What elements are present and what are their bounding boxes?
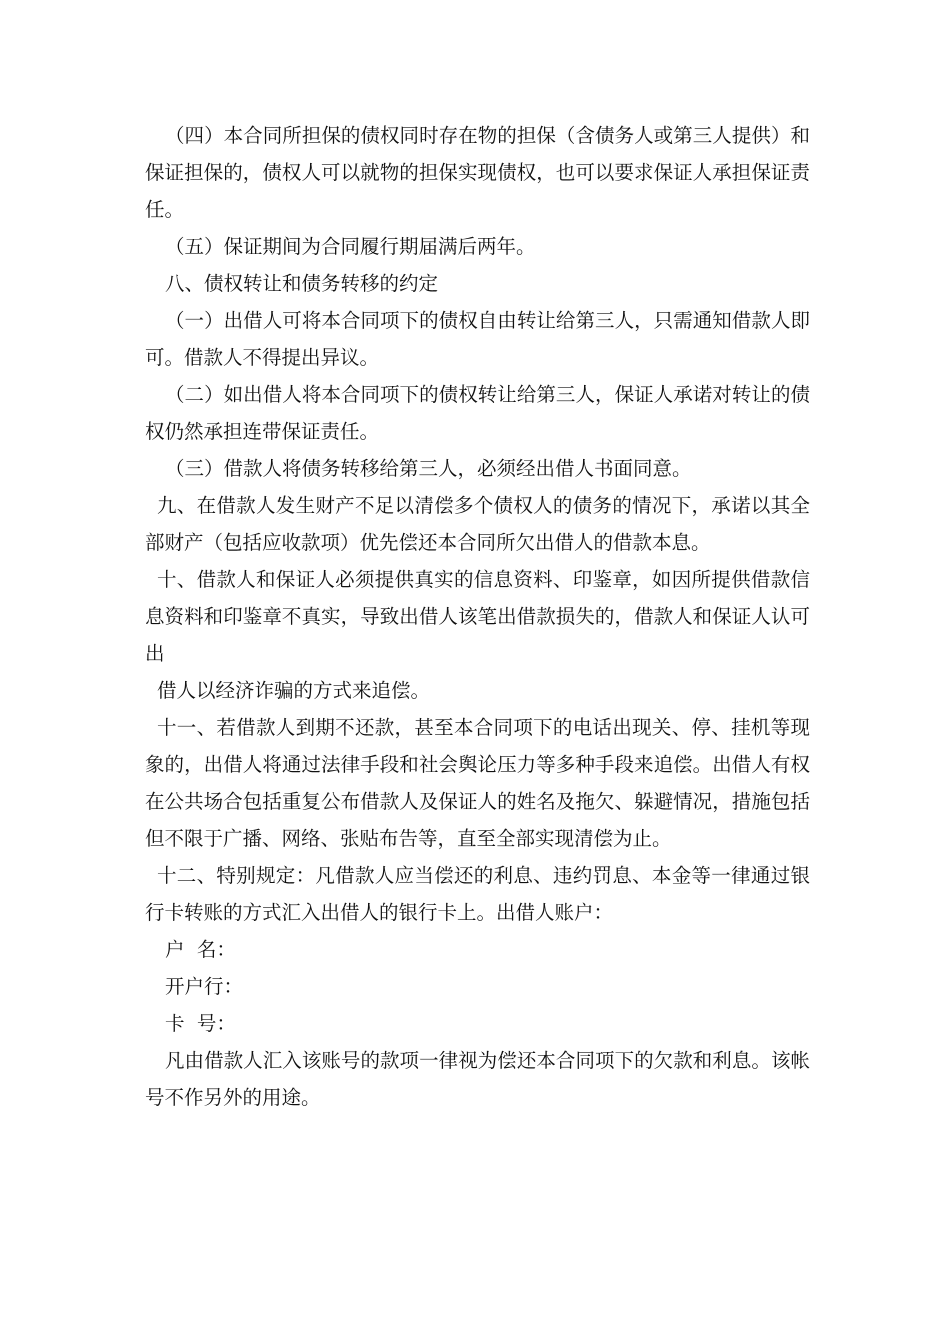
clause-8-2: （二）如出借人将本合同项下的债权转让给第三人，保证人承诺对转让的债权仍然承担连带保证责任。: [145, 383, 810, 443]
section-9: 九、在借款人发生财产不足以清偿多个债权人的债务的情况下，承诺以其全部财产（包括应收款项）优先偿还本合同所欠出借人的借款本息。: [145, 494, 810, 554]
section-10-continued: 借人以经济诈骗的方式来追偿。: [157, 679, 431, 702]
section-12: 十二、特别规定：凡借款人应当偿还的利息、违约罚息、本金等一律通过银行卡转账的方式汇入出借人的银行卡上。出借人账户：: [145, 864, 810, 924]
closing-paragraph: 凡由借款人汇入该账号的款项一律视为偿还本合同项下的欠款和利息。该帐号不作另外的用途。: [145, 1049, 810, 1109]
account-card-label: 卡 号：: [165, 1012, 236, 1035]
clause-7-4: （四）本合同所担保的债权同时存在物的担保（含债务人或第三人提供）和保证担保的，债权人可以就物的担保实现债权，也可以要求保证人承担保证责任。: [145, 124, 810, 221]
account-name-label: 户 名：: [165, 938, 236, 961]
section-8-heading: 八、债权转让和债务转移的约定: [165, 272, 439, 295]
section-11: 十一、若借款人到期不还款，甚至本合同项下的电话出现关、停、挂机等现象的，出借人将通过法律手段和社会舆论压力等多种手段来追偿。出借人有权在公共场合包括重复公布借款人及保证人的姓名及拖欠、躲避情况，措施包括但不限于广播、网络、张贴布告等，直至全部实现清偿为止。: [145, 716, 810, 850]
account-bank-label: 开户行：: [165, 975, 244, 998]
clause-7-5: （五）保证期间为合同履行期届满后两年。: [165, 235, 536, 258]
section-10: 十、借款人和保证人必须提供真实的信息资料、印鉴章，如因所提供借款信息资料和印鉴章不真实，导致出借人该笔出借款损失的，借款人和保证人认可出: [145, 568, 810, 665]
clause-8-3: （三）借款人将债务转移给第三人，必须经出借人书面同意。: [165, 457, 692, 480]
clause-8-1: （一）出借人可将本合同项下的债权自由转让给第三人，只需通知借款人即可。借款人不得提出异议。: [145, 309, 810, 369]
document-body: [145, 117, 810, 1116]
